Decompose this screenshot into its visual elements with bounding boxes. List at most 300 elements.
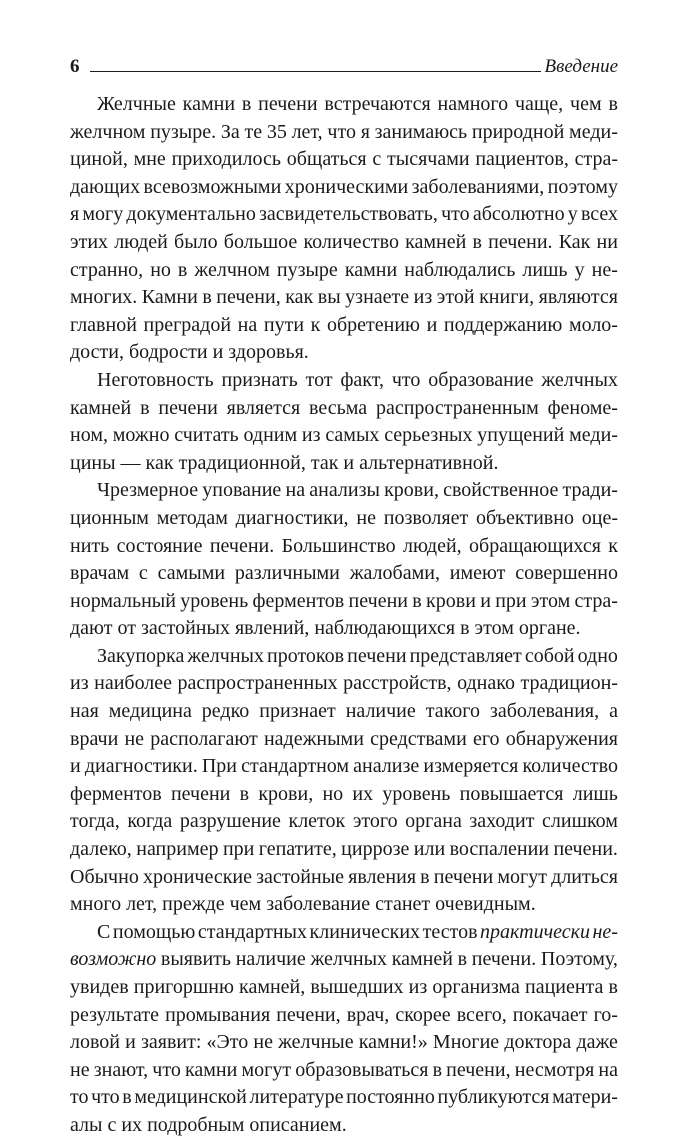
word: застойных bbox=[140, 617, 235, 640]
word: всего, bbox=[456, 1003, 507, 1026]
paragraph bbox=[70, 367, 618, 477]
word: количество bbox=[303, 230, 399, 253]
word: что bbox=[391, 368, 421, 391]
word: диагностики. bbox=[84, 755, 198, 778]
word: считать bbox=[174, 424, 239, 447]
word: результате bbox=[70, 1003, 160, 1026]
word: с bbox=[107, 1113, 122, 1136]
word: и bbox=[212, 341, 229, 364]
text-line bbox=[70, 974, 618, 1002]
word: узнаете bbox=[345, 286, 410, 309]
word: стандартных bbox=[197, 920, 307, 943]
text-line bbox=[70, 533, 618, 561]
word: дающих bbox=[70, 175, 141, 198]
word: хронические bbox=[142, 865, 252, 888]
word: многих. bbox=[70, 286, 138, 309]
word: заходит bbox=[469, 810, 535, 833]
word: этом bbox=[530, 589, 571, 612]
word: печени, bbox=[216, 286, 281, 309]
word: публикуются bbox=[437, 1086, 550, 1109]
word: анализе bbox=[353, 755, 420, 778]
word: и bbox=[426, 313, 438, 336]
word: печени bbox=[348, 589, 408, 612]
word: в bbox=[241, 93, 252, 115]
text-line bbox=[70, 477, 618, 505]
word: от bbox=[117, 617, 141, 640]
text-line bbox=[70, 919, 618, 947]
word: в bbox=[202, 286, 212, 309]
word: могут bbox=[497, 865, 547, 888]
word: количество bbox=[522, 755, 618, 778]
text-line bbox=[70, 284, 618, 312]
word: здоровья. bbox=[228, 341, 309, 364]
word: одним bbox=[243, 424, 298, 447]
word: камней, bbox=[239, 976, 306, 998]
word: что bbox=[327, 120, 356, 143]
word: наиболее bbox=[94, 672, 173, 695]
word: протоков bbox=[267, 644, 345, 667]
word: оце- bbox=[581, 506, 618, 529]
word: Большинство bbox=[281, 534, 396, 557]
word: лишь bbox=[522, 258, 568, 281]
word: бодрости bbox=[129, 341, 213, 364]
word: тради- bbox=[562, 479, 618, 502]
word: не bbox=[124, 727, 145, 750]
word: станет bbox=[375, 893, 436, 916]
word: органа bbox=[405, 810, 462, 833]
word: При bbox=[201, 755, 237, 778]
word: книги, bbox=[479, 286, 535, 309]
word: людей, bbox=[403, 534, 462, 557]
word: медицина bbox=[108, 700, 192, 723]
word: было bbox=[174, 230, 218, 253]
word: камней bbox=[405, 230, 467, 253]
word: состояние bbox=[116, 534, 203, 557]
word: и bbox=[480, 589, 491, 612]
word: пузыре. bbox=[150, 120, 217, 143]
word: встречаются bbox=[324, 93, 431, 115]
page-header bbox=[70, 52, 618, 78]
body-text bbox=[70, 91, 618, 1140]
text-line bbox=[70, 450, 618, 478]
word: обнаружения bbox=[505, 727, 618, 750]
word: пузыре bbox=[276, 258, 338, 281]
text-line bbox=[70, 229, 618, 257]
word: в bbox=[412, 589, 422, 612]
word: альтернативной. bbox=[359, 451, 499, 474]
word: пациентов, bbox=[475, 148, 569, 171]
word: преградой bbox=[143, 313, 232, 336]
text-line bbox=[70, 422, 618, 450]
text-line bbox=[70, 505, 618, 533]
word: в bbox=[608, 93, 618, 115]
word: что bbox=[441, 203, 470, 226]
word: намного bbox=[437, 93, 509, 115]
word: заболевание bbox=[266, 893, 376, 916]
word: гепатите, bbox=[258, 838, 337, 861]
word: при bbox=[222, 838, 255, 861]
word: совершенно bbox=[515, 562, 618, 585]
word: его bbox=[472, 727, 500, 750]
word: наблюдались bbox=[404, 258, 516, 281]
word: увидев bbox=[70, 976, 129, 998]
word: является bbox=[226, 396, 301, 419]
word: За bbox=[220, 120, 240, 143]
word: документально bbox=[126, 203, 256, 226]
word: Камни bbox=[141, 286, 198, 309]
word: Желчные bbox=[97, 93, 176, 115]
word: измеряется bbox=[423, 755, 519, 778]
word: «Это bbox=[206, 1031, 249, 1054]
word: а bbox=[609, 700, 618, 723]
paragraph bbox=[70, 643, 618, 919]
word: слишком bbox=[542, 810, 618, 833]
word: циррозе bbox=[341, 838, 410, 861]
word: знают, bbox=[93, 1058, 149, 1081]
word: камни!» bbox=[358, 1031, 428, 1054]
word: наблюдающихся bbox=[314, 617, 461, 640]
word: ферментов bbox=[252, 589, 345, 612]
word: пригоршню bbox=[133, 976, 234, 998]
word: и bbox=[70, 755, 81, 778]
text-line bbox=[70, 946, 618, 974]
word: меди- bbox=[569, 424, 618, 447]
text-line bbox=[70, 643, 618, 671]
word: желчном bbox=[70, 120, 146, 143]
word: врачам bbox=[70, 562, 130, 585]
paragraph bbox=[70, 477, 618, 643]
word: могут bbox=[241, 1058, 292, 1081]
word: абсолютно bbox=[472, 203, 565, 226]
word: занимаюсь bbox=[374, 120, 468, 143]
word: пациента bbox=[525, 976, 604, 998]
word: тестов bbox=[422, 920, 478, 943]
text-line bbox=[70, 808, 618, 836]
word: собой bbox=[524, 644, 575, 667]
word: не- bbox=[591, 258, 618, 281]
word: Многие bbox=[432, 1031, 500, 1054]
word: расстройств, bbox=[343, 672, 452, 695]
word: упование bbox=[202, 479, 282, 502]
word: не bbox=[253, 1031, 273, 1054]
word: диагностики, bbox=[235, 506, 349, 529]
word: хроническими bbox=[284, 175, 409, 198]
word: к bbox=[310, 313, 321, 336]
word: в bbox=[460, 617, 475, 640]
word: чаще, bbox=[514, 93, 564, 115]
word: стра- bbox=[574, 589, 618, 612]
word: Закупорка bbox=[97, 644, 185, 667]
word: то bbox=[70, 1086, 89, 1109]
word: этой bbox=[436, 286, 475, 309]
text-line bbox=[70, 836, 618, 864]
text-line bbox=[70, 726, 618, 754]
word: на bbox=[598, 1058, 618, 1081]
word: камней bbox=[391, 948, 453, 971]
word: в bbox=[472, 230, 482, 253]
word: всех bbox=[580, 203, 618, 226]
word: анализы bbox=[309, 479, 380, 502]
word: образование bbox=[428, 368, 534, 391]
word: печени bbox=[170, 782, 231, 805]
word: жалобами, bbox=[349, 562, 440, 585]
word: могу bbox=[82, 203, 124, 226]
word: камни bbox=[344, 258, 398, 281]
word: в bbox=[608, 976, 618, 998]
word: печени. bbox=[471, 948, 537, 971]
word: и bbox=[343, 451, 360, 474]
word: можно bbox=[112, 424, 170, 447]
word: не- bbox=[592, 920, 618, 943]
book-page bbox=[70, 52, 618, 1140]
text-line bbox=[70, 395, 618, 423]
word: 35 bbox=[266, 120, 287, 143]
word: и bbox=[125, 1031, 136, 1054]
word: из bbox=[301, 424, 321, 447]
word: не bbox=[356, 506, 376, 529]
word: в bbox=[239, 782, 250, 805]
word: вышедших bbox=[310, 976, 404, 998]
word: что bbox=[91, 1086, 120, 1109]
word: обращающихся bbox=[469, 534, 601, 557]
word: общаться bbox=[286, 148, 367, 171]
word: печени, bbox=[276, 1003, 341, 1026]
word: их bbox=[121, 1113, 148, 1136]
word: Неготовность bbox=[97, 368, 214, 391]
word: всевозможными bbox=[143, 175, 282, 198]
word: разрушение bbox=[179, 810, 281, 833]
word: как bbox=[145, 451, 179, 474]
word: С bbox=[97, 920, 111, 943]
word: печени. bbox=[209, 534, 275, 557]
word: этого bbox=[352, 810, 398, 833]
word: длиться bbox=[551, 865, 618, 888]
word: свойственное bbox=[443, 479, 559, 502]
text-line bbox=[70, 615, 618, 643]
word: позволяет bbox=[383, 506, 469, 529]
word: располагают bbox=[150, 727, 258, 750]
word: печени. bbox=[553, 838, 618, 861]
word: печени. bbox=[488, 230, 553, 253]
word: самых bbox=[325, 424, 380, 447]
text-line bbox=[70, 588, 618, 616]
word: традицион- bbox=[520, 672, 618, 695]
text-line bbox=[70, 119, 618, 147]
page-number: 6 bbox=[70, 56, 80, 77]
word: меди- bbox=[569, 120, 618, 143]
text-line bbox=[70, 201, 618, 229]
text-line bbox=[70, 312, 618, 340]
word: даже bbox=[576, 1031, 618, 1054]
word: у bbox=[574, 258, 585, 281]
word: скорее bbox=[395, 1003, 451, 1026]
word: главной bbox=[70, 313, 137, 336]
text-line bbox=[70, 339, 618, 367]
word: мне bbox=[133, 148, 166, 171]
word: врачи bbox=[70, 727, 119, 750]
word: что bbox=[152, 1058, 181, 1081]
text-line bbox=[70, 781, 618, 809]
paragraph bbox=[70, 91, 618, 367]
word: при bbox=[495, 589, 527, 612]
word: нормальный bbox=[70, 589, 176, 612]
word: промывания bbox=[165, 1003, 271, 1026]
word: самыми bbox=[157, 562, 226, 585]
word: повышается bbox=[459, 782, 564, 805]
word: их bbox=[352, 782, 374, 805]
word: желчные bbox=[278, 1031, 354, 1054]
word: моло- bbox=[568, 313, 618, 336]
text-line bbox=[70, 174, 618, 202]
word: факт, bbox=[340, 368, 384, 391]
word: лет, bbox=[291, 120, 323, 143]
word: методам bbox=[156, 506, 228, 529]
word: я bbox=[70, 203, 80, 226]
word: образовываться bbox=[295, 1058, 429, 1081]
word: застойные bbox=[256, 865, 345, 888]
word: явления bbox=[348, 865, 417, 888]
word: но bbox=[322, 782, 344, 805]
word: стра- bbox=[574, 148, 618, 171]
word: камней bbox=[70, 396, 132, 419]
word: циной, bbox=[70, 148, 128, 171]
word: несмотря bbox=[514, 1058, 595, 1081]
word: являются bbox=[538, 286, 618, 309]
word: явлений, bbox=[234, 617, 315, 640]
word: Обычно bbox=[70, 865, 139, 888]
word: феноме- bbox=[547, 396, 618, 419]
text-line bbox=[70, 1084, 618, 1112]
text-line bbox=[70, 91, 618, 119]
word: из bbox=[413, 286, 433, 309]
word: ном, bbox=[70, 424, 108, 447]
word: уровень bbox=[180, 589, 249, 612]
word: в bbox=[177, 258, 188, 281]
word: возможно bbox=[70, 948, 157, 971]
word: наличие bbox=[235, 948, 306, 971]
word: печени, bbox=[446, 1058, 511, 1081]
word: распространенных bbox=[177, 672, 338, 695]
word: представляет bbox=[409, 644, 522, 667]
word: этих bbox=[70, 230, 109, 253]
paragraph bbox=[70, 919, 618, 1140]
word: печени bbox=[347, 644, 407, 667]
word: го- bbox=[593, 1003, 618, 1026]
word: упущений bbox=[477, 424, 565, 447]
word: средствами bbox=[370, 727, 467, 750]
text-line bbox=[70, 1029, 618, 1057]
word: много bbox=[70, 893, 127, 916]
word: — bbox=[120, 451, 146, 474]
word: ционным bbox=[70, 506, 149, 529]
header-rule bbox=[90, 52, 541, 72]
word: желчных bbox=[310, 948, 388, 971]
word: в bbox=[140, 396, 150, 419]
word: пути bbox=[263, 313, 305, 336]
word: крови, bbox=[258, 782, 314, 805]
word: людей bbox=[114, 230, 168, 253]
word: имеют bbox=[449, 562, 506, 585]
word: выявить bbox=[160, 948, 232, 971]
word: ловой bbox=[70, 1031, 120, 1054]
word: воспалении bbox=[449, 838, 550, 861]
word: подробным bbox=[147, 1113, 250, 1136]
word: с bbox=[138, 562, 148, 585]
word: наличие bbox=[345, 700, 416, 723]
word: объективно bbox=[476, 506, 574, 529]
word: такого bbox=[425, 700, 480, 723]
word: крови, bbox=[384, 479, 439, 502]
word: прежде bbox=[162, 893, 230, 916]
word: лишь bbox=[572, 782, 618, 805]
word: как bbox=[285, 286, 314, 309]
word: к bbox=[608, 534, 618, 557]
text-line bbox=[70, 864, 618, 892]
word: цины bbox=[70, 451, 121, 474]
word: заболевания, bbox=[489, 700, 600, 723]
word: ная bbox=[70, 700, 99, 723]
word: лет, bbox=[126, 893, 163, 916]
word: в bbox=[457, 948, 468, 971]
word: вы bbox=[317, 286, 341, 309]
word: стандартном bbox=[241, 755, 350, 778]
word: уровень bbox=[382, 782, 451, 805]
word: тот bbox=[305, 368, 333, 391]
word: печени bbox=[258, 93, 318, 115]
word: помощью bbox=[112, 920, 196, 943]
word: поддержанию bbox=[443, 313, 563, 336]
word: но bbox=[150, 258, 171, 281]
word: далеко, bbox=[70, 838, 132, 861]
word: Чрезмерное bbox=[97, 479, 199, 502]
word: чем bbox=[570, 93, 602, 115]
word: матери- bbox=[552, 1086, 618, 1109]
word: в bbox=[420, 865, 430, 888]
word: постоянно bbox=[346, 1086, 435, 1109]
word: организма bbox=[432, 976, 520, 998]
word: печени bbox=[158, 396, 218, 419]
text-line bbox=[70, 1112, 618, 1140]
word: странно, bbox=[70, 258, 144, 281]
word: крови bbox=[426, 589, 476, 612]
word: описанием. bbox=[249, 1113, 347, 1136]
word: этом bbox=[474, 617, 519, 640]
word: когда bbox=[127, 810, 173, 833]
word: тогда, bbox=[70, 810, 120, 833]
word: ферментов bbox=[70, 782, 162, 805]
word: камни bbox=[182, 93, 236, 115]
word: на bbox=[237, 313, 258, 336]
text-line bbox=[70, 146, 618, 174]
word: Поэтому, bbox=[540, 948, 618, 971]
word: традиционной, bbox=[178, 451, 311, 474]
word: те bbox=[244, 120, 263, 143]
word: засвидетельствовать, bbox=[259, 203, 438, 226]
text-line bbox=[70, 1057, 618, 1085]
word: у bbox=[567, 203, 578, 226]
word: признает bbox=[259, 700, 336, 723]
text-line bbox=[70, 698, 618, 726]
text-line bbox=[70, 560, 618, 588]
word: печени bbox=[433, 865, 494, 888]
word: серьезных bbox=[384, 424, 473, 447]
word: обретению bbox=[326, 313, 420, 336]
word: редко bbox=[201, 700, 250, 723]
text-line bbox=[70, 1002, 618, 1030]
word: медицинской bbox=[134, 1086, 247, 1109]
text-line bbox=[70, 257, 618, 285]
word: из bbox=[408, 976, 428, 998]
